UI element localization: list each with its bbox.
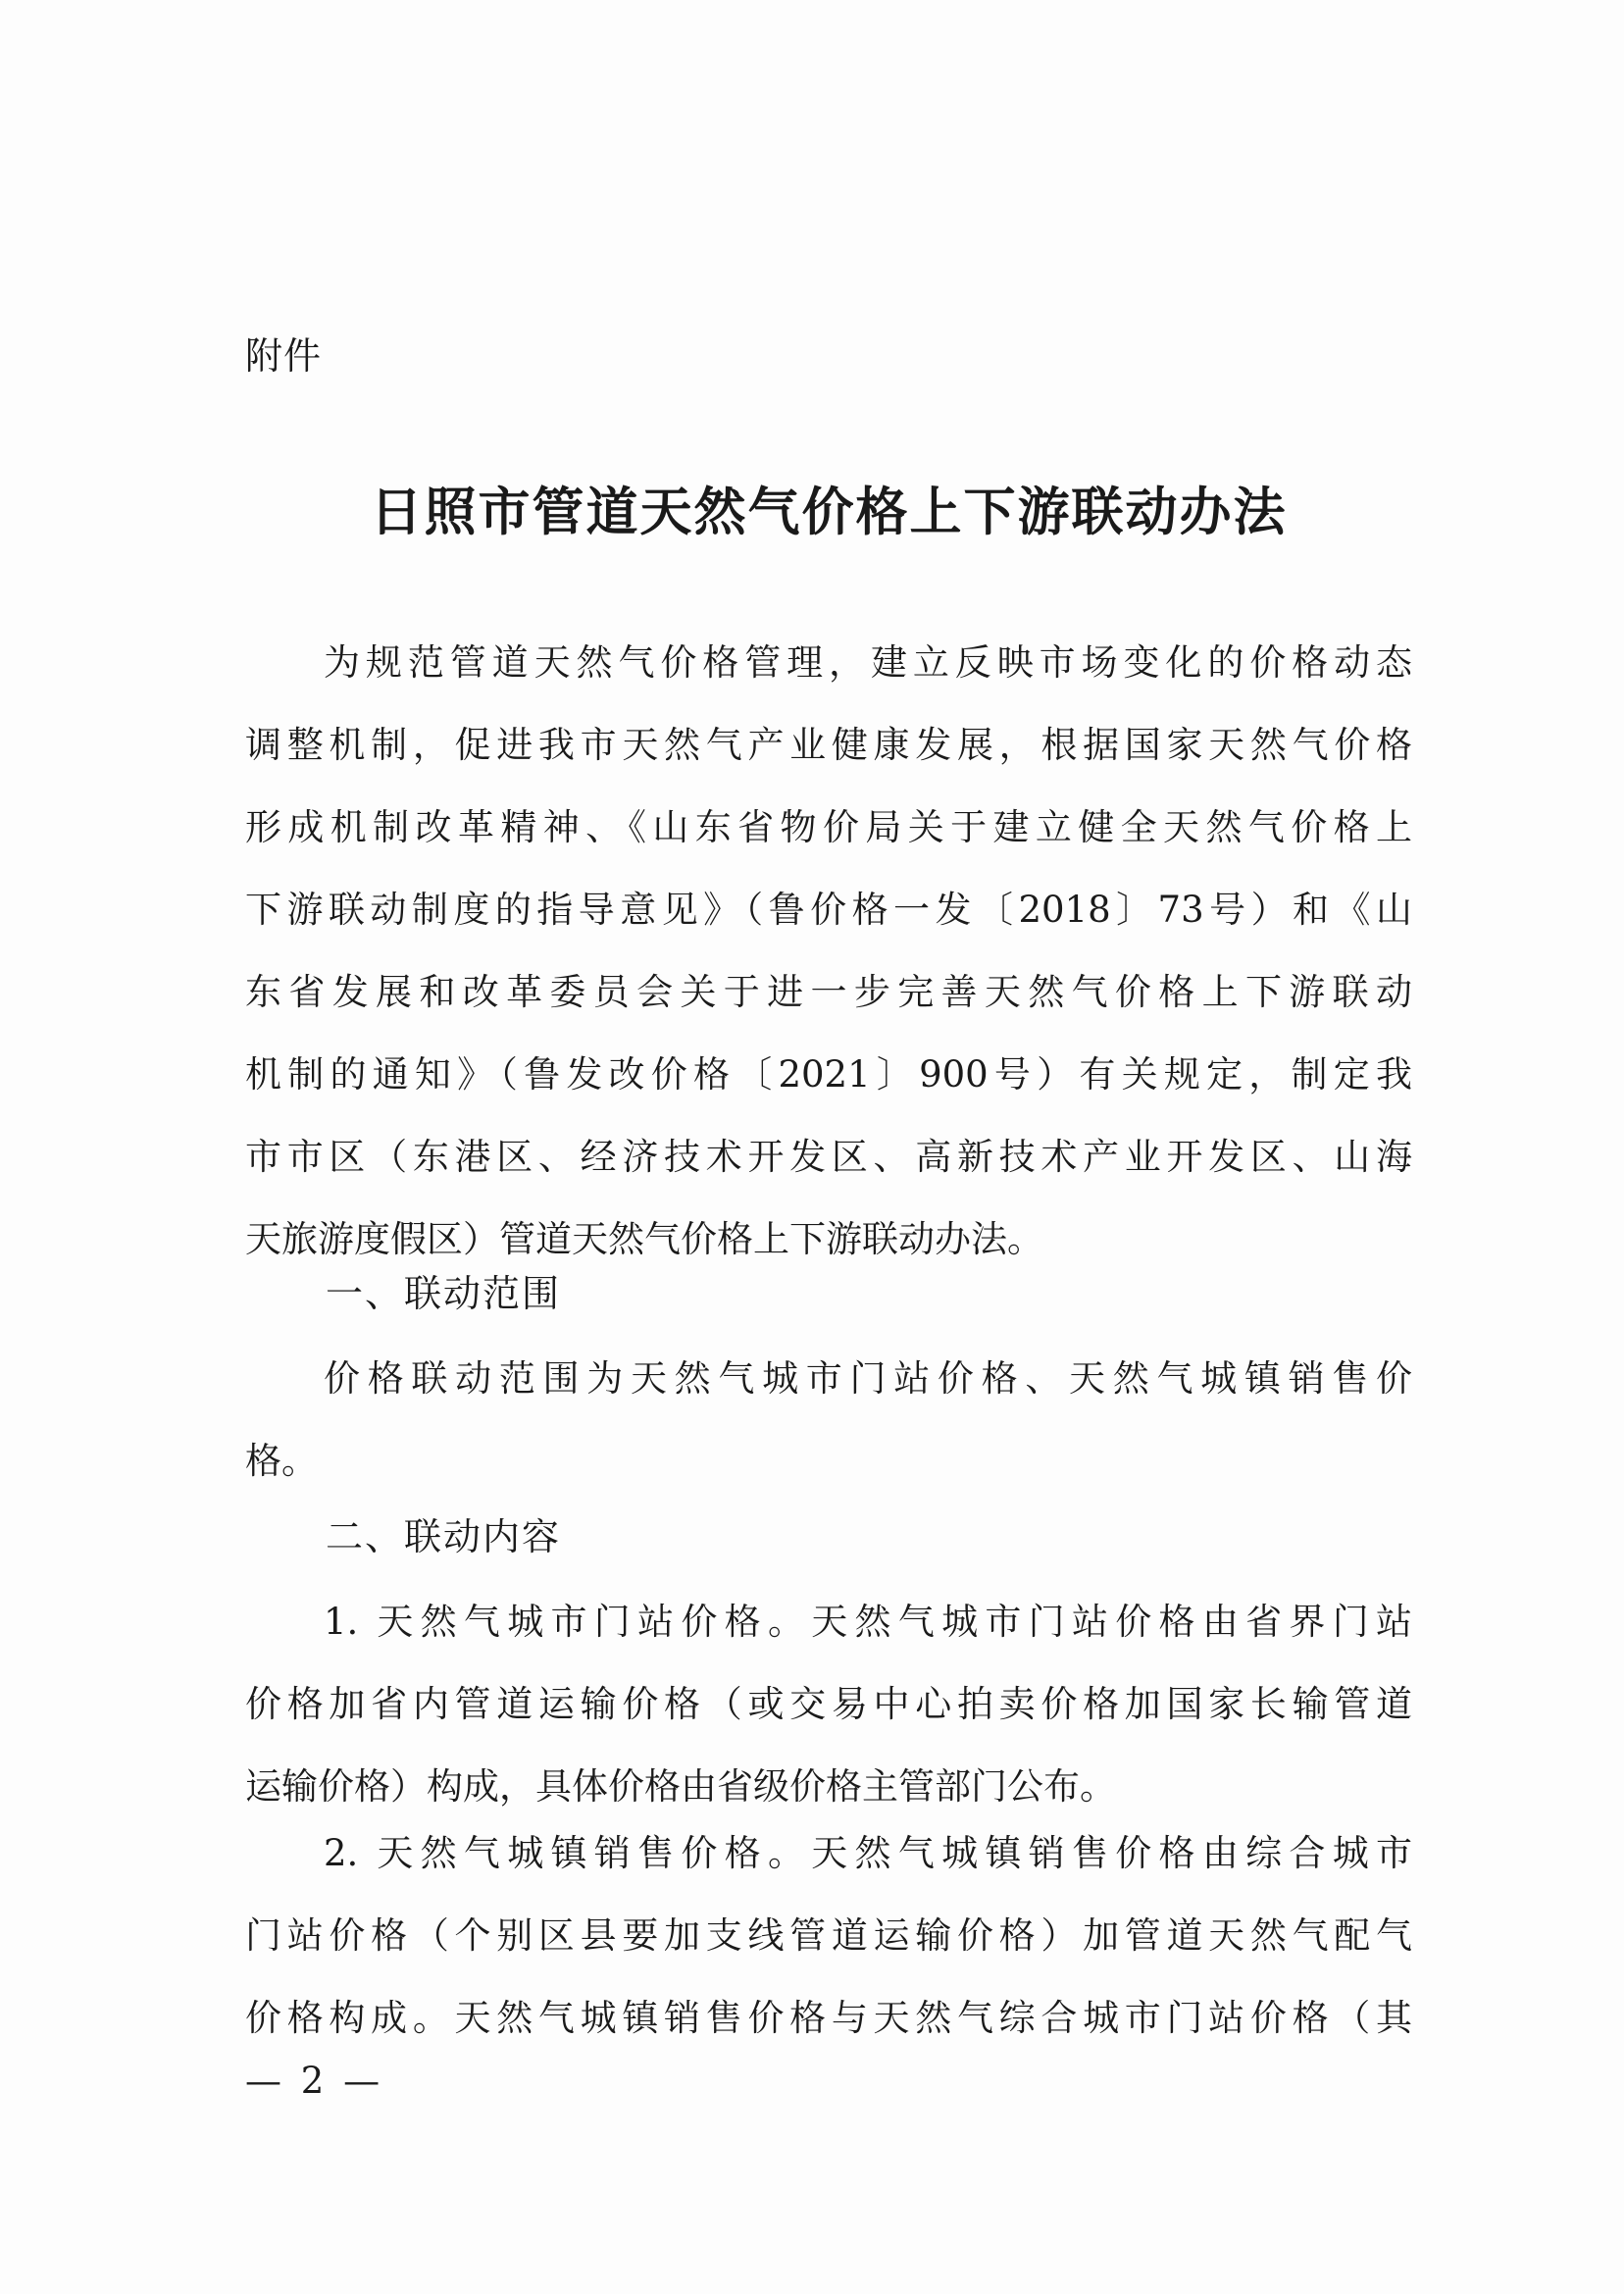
section-heading-scope: 一、联动范围 — [326, 1272, 562, 1315]
scope-line: 格。 — [245, 1440, 318, 1482]
section-heading-content: 二、联动内容 — [326, 1515, 562, 1558]
item1-line: 运输价格）构成，具体价格由省级价格主管部门公布。 — [245, 1765, 1116, 1808]
item1-line: 价格加省内管道运输价格（或交易中心拍卖价格加国家长输管道 — [245, 1683, 1412, 1725]
intro-paragraph — [245, 622, 1412, 1281]
document-title: 日照市管道天然气价格上下游联动办法 — [370, 482, 1288, 542]
item2-paragraph — [245, 1812, 1412, 2060]
intro-line: 市市区（东港区、经济技术开发区、高新技术产业开发区、山海 — [245, 1136, 1412, 1178]
intro-line: 形成机制改革精神、《山东省物价局关于建立健全天然气价格上 — [245, 806, 1412, 848]
intro-line: 机制的通知》（鲁发改价格〔2021〕900号）有关规定，制定我 — [245, 1053, 1412, 1096]
intro-line: 为规范管道天然气价格管理，建立反映市场变化的价格动态 — [324, 641, 1412, 684]
scope-paragraph — [245, 1338, 1412, 1503]
intro-line: 东省发展和改革委员会关于进一步完善天然气价格上下游联动 — [245, 971, 1412, 1013]
item2-line: 价格构成。天然气城镇销售价格与天然气综合城市门站价格（其 — [245, 1997, 1412, 2039]
attachment-label: 附件 — [245, 334, 323, 378]
scope-line: 价格联动范围为天然气城市门站价格、天然气城镇销售价 — [324, 1357, 1412, 1400]
page-number: — 2 — — [245, 2060, 384, 2102]
item2-line: 门站价格（个别区县要加支线管道运输价格）加管道天然气配气 — [245, 1914, 1412, 1957]
item1-line: 1. 天然气城市门站价格。天然气城市门站价格由省界门站 — [324, 1601, 1412, 1643]
intro-line: 调整机制，促进我市天然气产业健康发展，根据国家天然气价格 — [245, 724, 1412, 766]
intro-line: 下游联动制度的指导意见》（鲁价格一发〔2018〕73号）和《山 — [245, 889, 1412, 931]
item2-line: 2. 天然气城镇销售价格。天然气城镇销售价格由综合城市 — [324, 1832, 1412, 1874]
item1-paragraph — [245, 1581, 1412, 1828]
intro-line: 天旅游度假区）管道天然气价格上下游联动办法。 — [245, 1218, 1043, 1260]
